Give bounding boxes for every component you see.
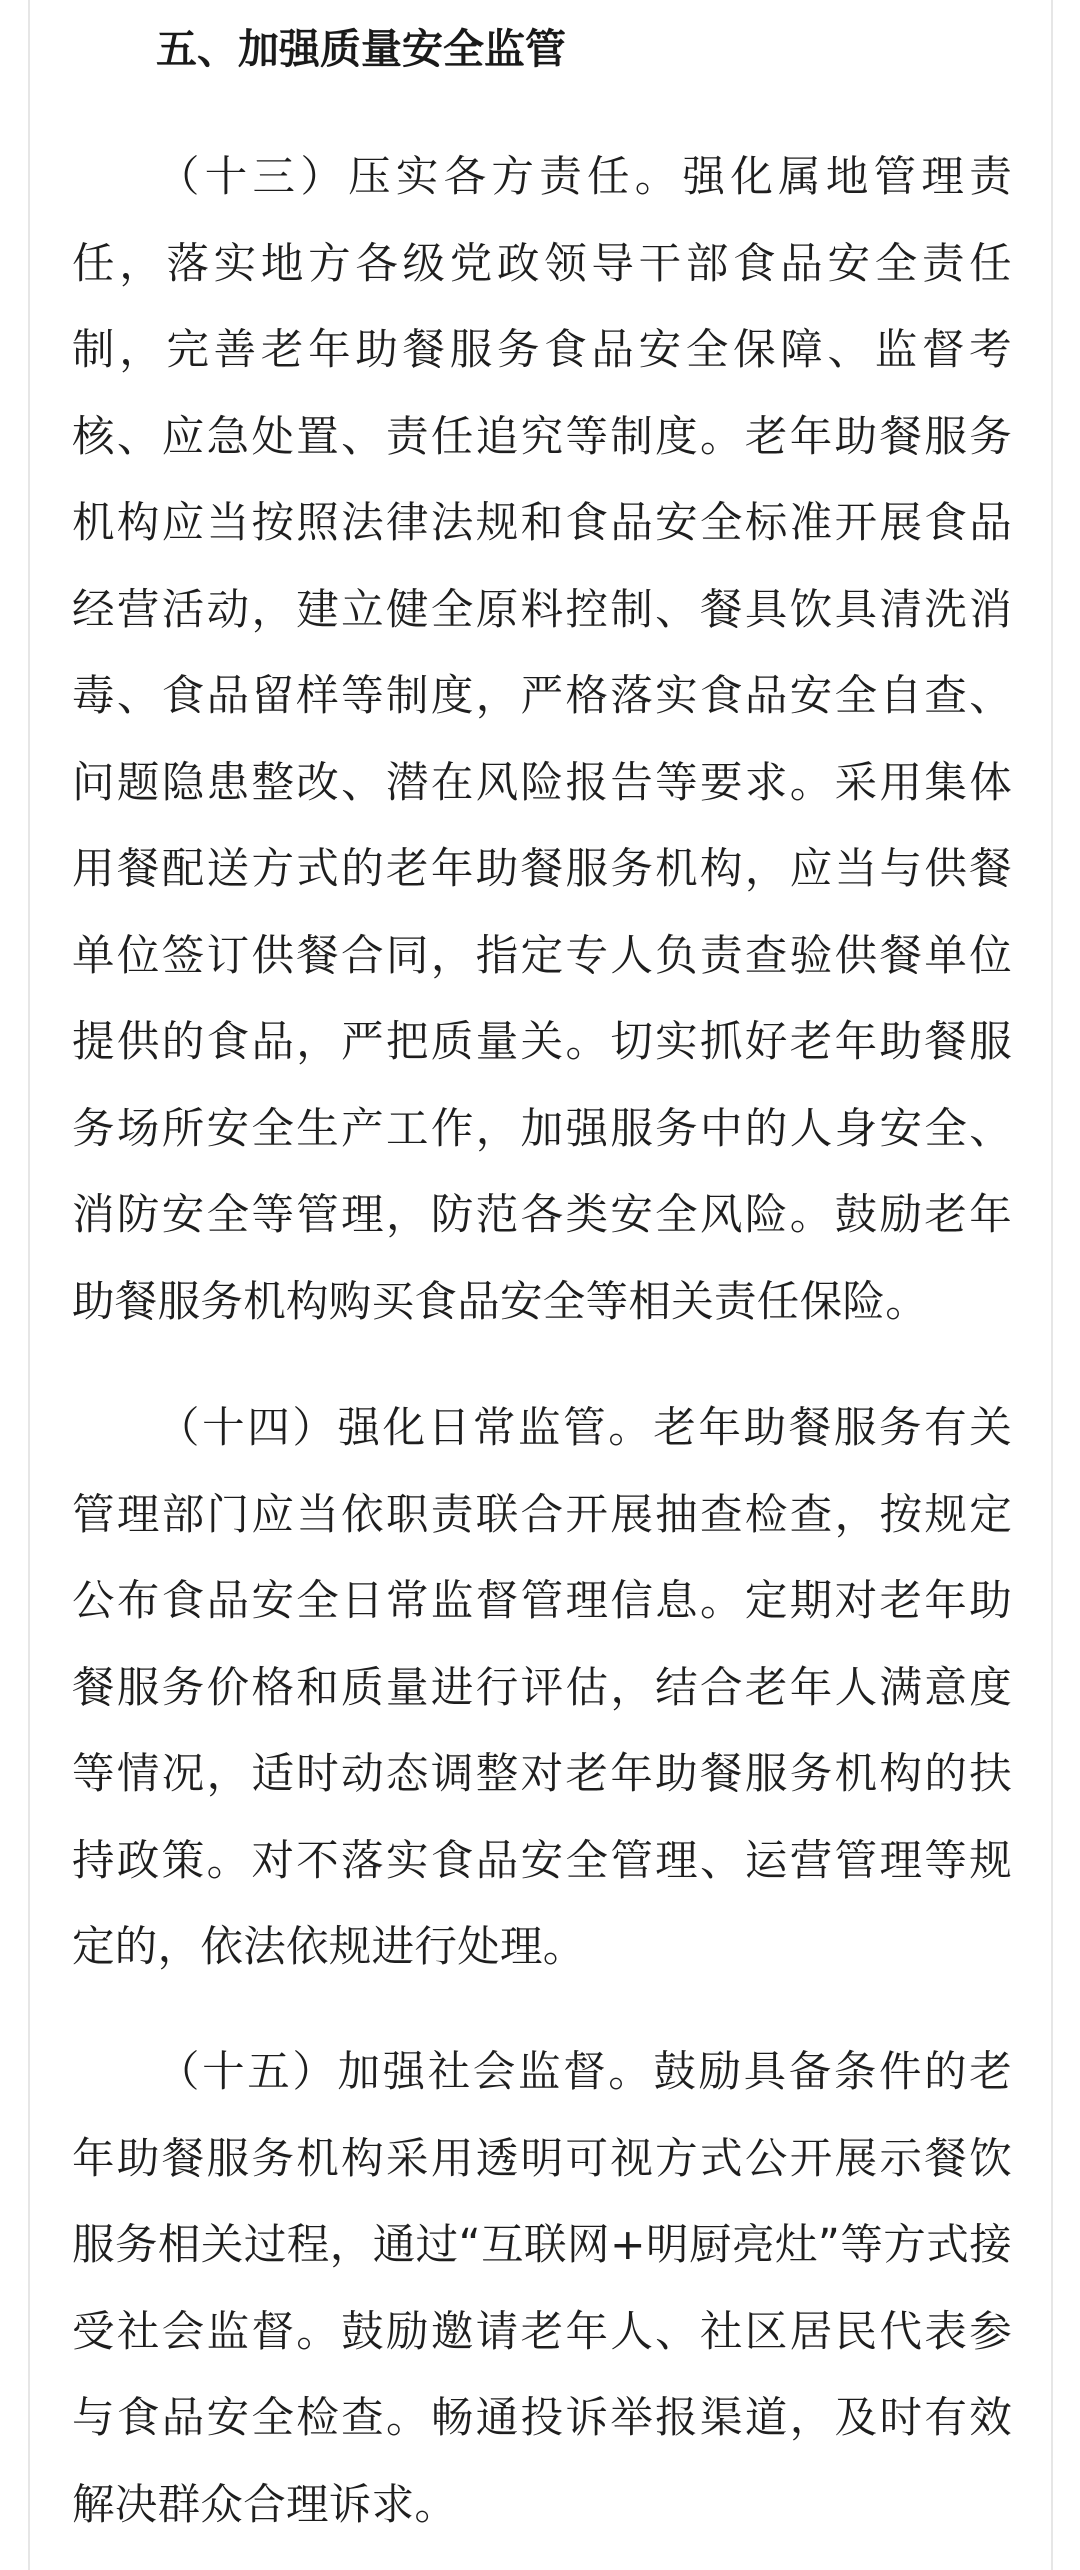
paragraph-13: （十三）压实各方责任。强化属地管理责任，落实地方各级党政领导干部食品安全责任制，完善老年助餐服务食品安全保障、监督考核、应急处置、责任追究等制度。老年助餐服务机构应当按照法律法规和食品安全标准开展食品经营活动，建立健全原料控制、餐具饮具清洗消毒、食品留样等制度，严格落实食品安全自查、问题隐患整改、潜在风险报告等要求。采用集体用餐配送方式的老年助餐服务机构，应当与供餐单位签订供餐合同，指定专人负责查验供餐单位提供的食品，严把质量关。切实抓好老年助餐服务场所安全生产工作，加强服务中的人身安全、消防安全等管理，防范各类安全风险。鼓励老年助餐服务机构购买食品安全等相关责任保险。 [72,153,1012,1327]
left-border-line [28,0,30,2570]
paragraph-14: （十四）强化日常监管。老年助餐服务有关管理部门应当依职责联合开展抽查检查，按规定公布食品安全日常监督管理信息。定期对老年助餐服务价格和质量进行评估，结合老年人满意度等情况，适时动态调整对老年助餐服务机构的扶持政策。对不落实食品安全管理、运营管理等规定的，依法依规进行处理。 [72,1404,1012,1972]
paragraph-15: （十五）加强社会监督。鼓励具备条件的老年助餐服务机构采用透明可视方式公开展示餐饮服务相关过程，通过“互联网+明厨亮灶”等方式接受社会监督。鼓励邀请老年人、社区居民代表参与食品安全检查。畅通投诉举报渠道，及时有效解决群众合理诉求。 [72,2048,1012,2530]
section-heading: 五、加强质量安全监管 [156,25,566,73]
right-border-line [1051,0,1053,2570]
